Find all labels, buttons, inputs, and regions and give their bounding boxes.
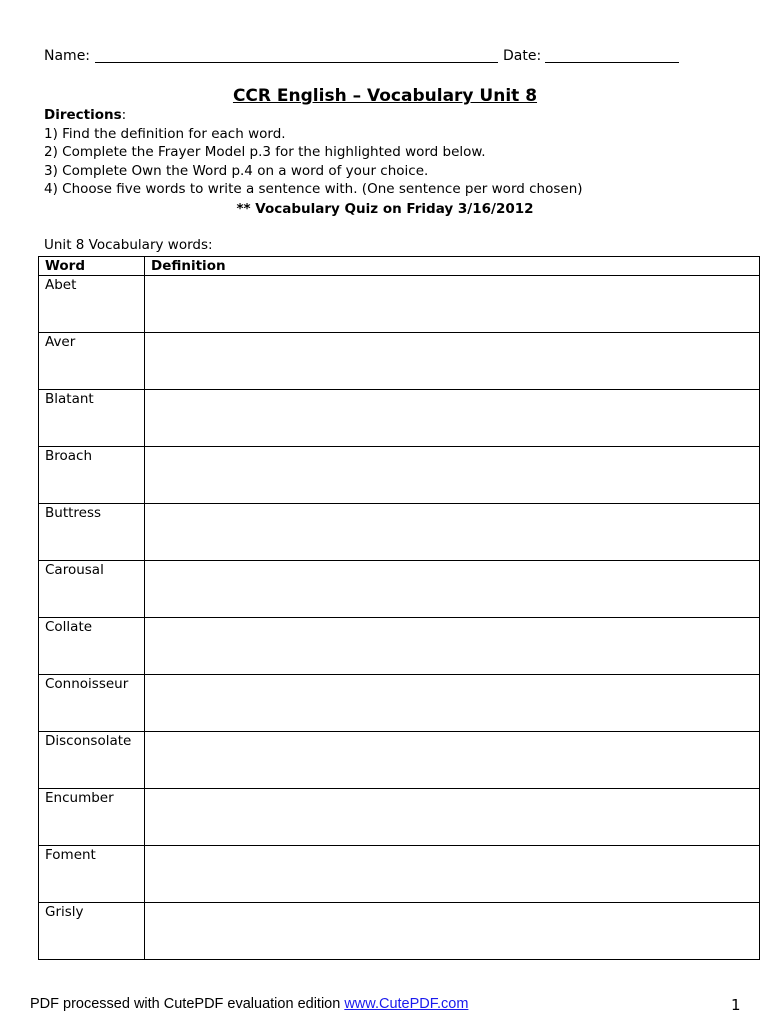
- date-blank-line: [545, 62, 679, 63]
- definition-cell[interactable]: [145, 732, 760, 789]
- table-row: [39, 618, 760, 675]
- word-column-header: Word: [39, 257, 145, 276]
- footer: [30, 996, 468, 1012]
- vocab-word: Broach: [39, 447, 145, 504]
- definition-cell[interactable]: [145, 675, 760, 732]
- definition-cell[interactable]: [145, 789, 760, 846]
- table-row: [39, 846, 760, 903]
- vocab-word: Collate: [39, 618, 145, 675]
- table-row: [39, 447, 760, 504]
- direction-item: 1) Find the definition for each word.: [44, 125, 286, 142]
- vocab-word: Aver: [39, 333, 145, 390]
- definition-cell[interactable]: [145, 846, 760, 903]
- cutepdf-link[interactable]: www.CutePDF.com: [344, 996, 469, 1012]
- table-row: [39, 903, 760, 960]
- table-header-row: [39, 257, 760, 276]
- page-number: 1: [731, 996, 741, 1014]
- definition-cell[interactable]: [145, 390, 760, 447]
- direction-item: 3) Complete Own the Word p.4 on a word of your choice.: [44, 162, 429, 179]
- table-row: [39, 789, 760, 846]
- definition-cell[interactable]: [145, 618, 760, 675]
- vocab-table: [38, 256, 760, 960]
- direction-item: 2) Complete the Frayer Model p.3 for the highlighted word below.: [44, 144, 486, 160]
- definition-cell[interactable]: [145, 504, 760, 561]
- vocab-word: Abet: [39, 276, 145, 333]
- definition-column-header: Definition: [145, 257, 760, 276]
- definition-cell[interactable]: [145, 447, 760, 504]
- table-row: [39, 276, 760, 333]
- directions-heading: Directions:: [44, 107, 127, 123]
- vocab-label: Unit 8 Vocabulary words:: [44, 237, 213, 253]
- definition-cell[interactable]: [145, 333, 760, 390]
- table-row: [39, 390, 760, 447]
- quiz-note: ** Vocabulary Quiz on Friday 3/16/2012: [236, 201, 534, 217]
- vocab-word: Grisly: [39, 903, 145, 960]
- table-row: [39, 675, 760, 732]
- vocab-word: Blatant: [39, 390, 145, 447]
- name-label: Name:: [44, 48, 91, 64]
- vocab-word: Foment: [39, 846, 145, 903]
- table-row: [39, 732, 760, 789]
- direction-item: 4) Choose five words to write a sentence with. (One sentence per word chosen): [44, 181, 583, 197]
- date-label: Date:: [503, 48, 542, 64]
- name-blank-line: [95, 62, 498, 63]
- definition-cell[interactable]: [145, 276, 760, 333]
- vocab-word: Connoisseur: [39, 675, 145, 732]
- vocab-word: Carousal: [39, 561, 145, 618]
- page-title: CCR English – Vocabulary Unit 8: [232, 86, 538, 106]
- table-row: [39, 504, 760, 561]
- definition-cell[interactable]: [145, 561, 760, 618]
- definition-cell[interactable]: [145, 903, 760, 960]
- vocab-word: Buttress: [39, 504, 145, 561]
- directions: [44, 106, 583, 199]
- table-row: [39, 333, 760, 390]
- table-row: [39, 561, 760, 618]
- vocab-word: Disconsolate: [39, 732, 145, 789]
- footer-text: PDF processed with CutePDF evaluation edition: [30, 996, 345, 1012]
- vocab-word: Encumber: [39, 789, 145, 846]
